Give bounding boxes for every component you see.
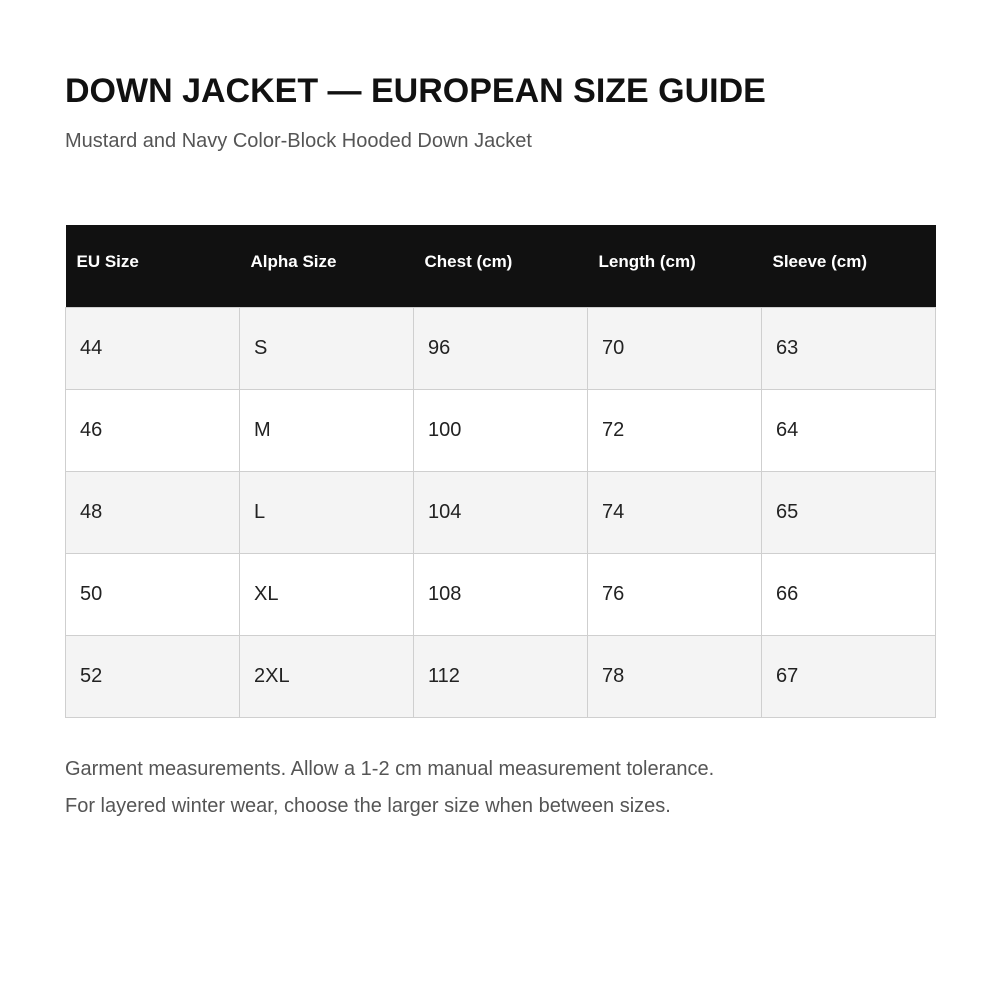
cell-sleeve: 66 [762, 553, 936, 635]
cell-eu-size: 50 [66, 553, 240, 635]
table-row [66, 471, 936, 553]
table-header [66, 225, 936, 307]
page-title: DOWN JACKET — EUROPEAN SIZE GUIDE [65, 72, 766, 110]
cell-sleeve: 67 [762, 635, 936, 717]
cell-eu-size: 46 [66, 389, 240, 471]
cell-alpha-size: 2XL [240, 635, 414, 717]
table-row [66, 635, 936, 717]
cell-sleeve: 64 [762, 389, 936, 471]
cell-chest: 112 [414, 635, 588, 717]
cell-alpha-size: L [240, 471, 414, 553]
cell-length: 78 [588, 635, 762, 717]
cell-alpha-size: S [240, 307, 414, 389]
table-row [66, 553, 936, 635]
column-header-chest: Chest (cm) [414, 225, 588, 307]
cell-length: 76 [588, 553, 762, 635]
column-header-eu-size: EU Size [66, 225, 240, 307]
cell-chest: 100 [414, 389, 588, 471]
cell-alpha-size: M [240, 389, 414, 471]
column-header-length: Length (cm) [588, 225, 762, 307]
column-header-alpha-size: Alpha Size [240, 225, 414, 307]
cell-length: 70 [588, 307, 762, 389]
cell-eu-size: 44 [66, 307, 240, 389]
measurement-tolerance-note: Garment measurements. Allow a 1-2 cm manual measurement tolerance. [65, 758, 715, 780]
layering-advice-note: For layered winter wear, choose the larger size when between sizes. [65, 795, 671, 817]
cell-eu-size: 48 [66, 471, 240, 553]
cell-sleeve: 63 [762, 307, 936, 389]
table-body [66, 307, 936, 717]
cell-alpha-size: XL [240, 553, 414, 635]
table-row [66, 307, 936, 389]
table-header-row [66, 225, 936, 307]
cell-length: 74 [588, 471, 762, 553]
cell-sleeve: 65 [762, 471, 936, 553]
cell-length: 72 [588, 389, 762, 471]
cell-eu-size: 52 [66, 635, 240, 717]
table-row [66, 389, 936, 471]
size-table [65, 225, 936, 718]
cell-chest: 108 [414, 553, 588, 635]
cell-chest: 104 [414, 471, 588, 553]
product-subtitle: Mustard and Navy Color-Block Hooded Down Jacket [65, 130, 532, 152]
size-notes [65, 756, 936, 830]
cell-chest: 96 [414, 307, 588, 389]
column-header-sleeve: Sleeve (cm) [762, 225, 936, 307]
